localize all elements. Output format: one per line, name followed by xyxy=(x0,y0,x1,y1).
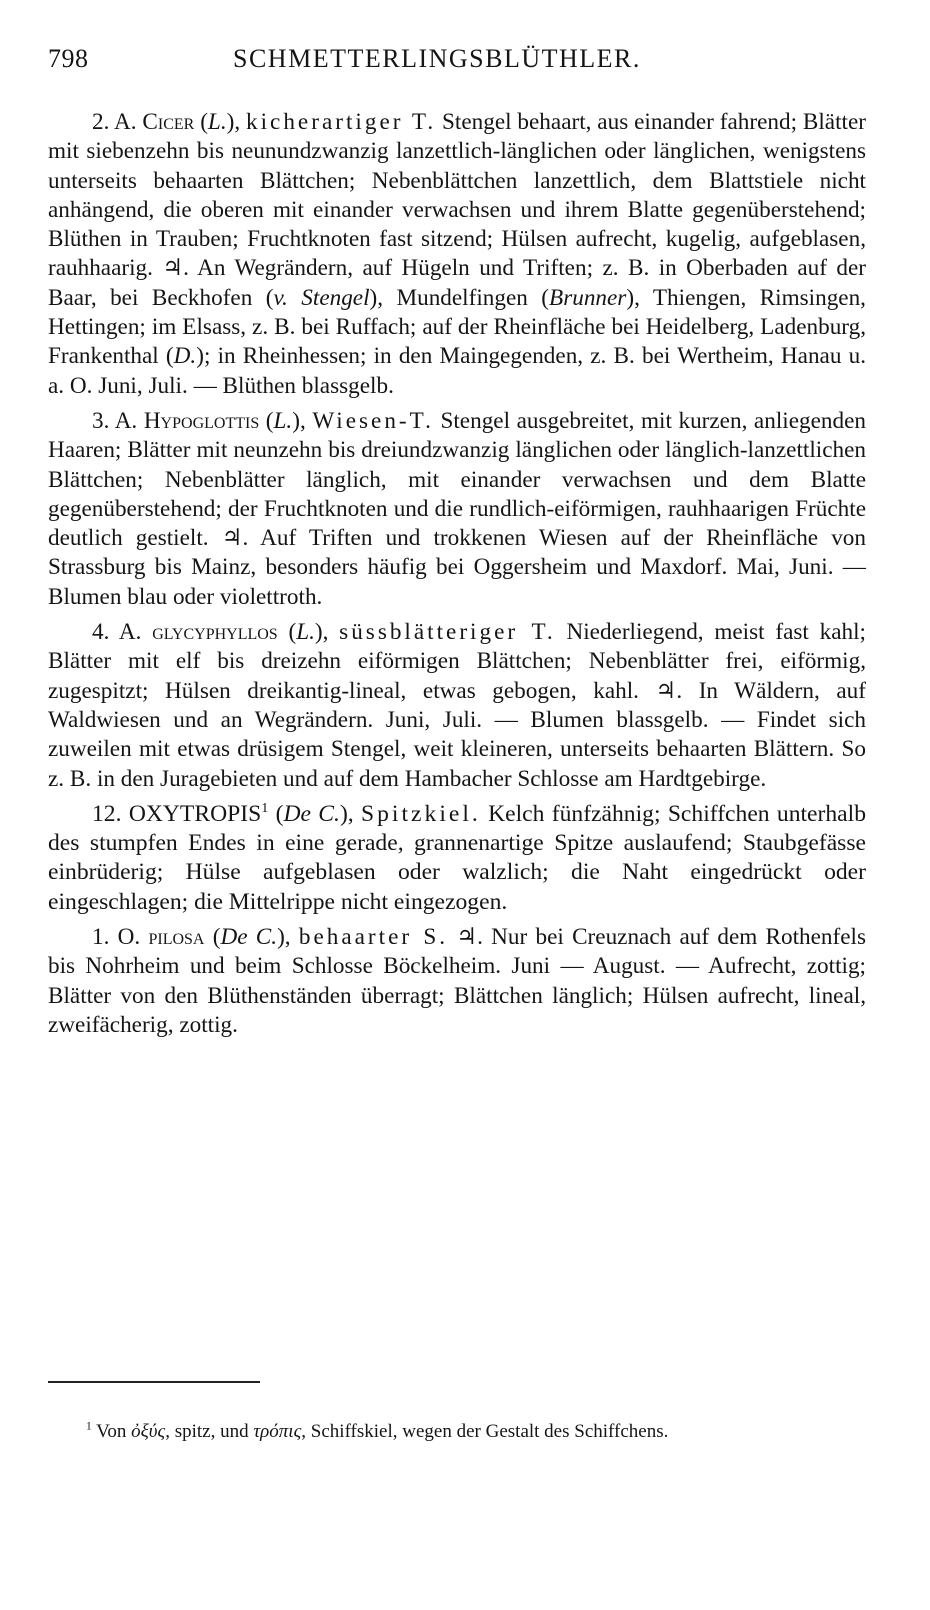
authority-close: ), xyxy=(314,619,340,646)
species-name: glycyphyllos xyxy=(152,619,278,646)
running-head xyxy=(48,44,878,84)
authority-open: ( xyxy=(204,924,221,951)
description-continued: ); in Rheinhessen; in den Maingegenden, z. B. bei Wertheim, Hanau u. a. O. Juni, Juli. — Blüthen blassgelb. xyxy=(48,343,866,399)
authority-open: ( xyxy=(194,109,208,135)
authority: L. xyxy=(273,407,293,434)
genus-abbreviation: O. xyxy=(117,924,141,951)
footnote-reference[interactable]: 1 xyxy=(261,799,269,816)
common-name: kicherartiger T. xyxy=(246,109,437,135)
species-entry-glycyphyllos xyxy=(48,618,866,794)
citation: Brunner xyxy=(549,284,627,311)
authority-close: ), xyxy=(226,109,247,135)
footnote-text: Von xyxy=(91,1421,132,1442)
authority-open: ( xyxy=(259,407,274,434)
footnote-rule xyxy=(48,1381,260,1383)
authority-close: ), xyxy=(277,924,299,951)
citation: D. xyxy=(173,343,197,370)
citation: v. Stengel xyxy=(273,284,370,311)
genus-name: OXYTROPIS xyxy=(128,800,262,827)
authority: L. xyxy=(296,619,315,646)
footnote-text: , spitz, und xyxy=(165,1421,254,1442)
common-name: Wiesen-T. xyxy=(312,407,434,434)
common-name: behaarter S. xyxy=(298,924,449,951)
description: Stengel ausgebreitet, mit kurzen, anliegenden Haaren; Blätter mit neunzehn bis dreiundzwanzig länglichen oder länglich-lanzettlichen Blättchen; Nebenblätter länglich, mit einander verwachsen und dem Blatte gegenüberstehend; der Fruchtknoten und die rundlich-eiförmigen, rauhhaarigen Früchte deutlich gestielt. ♃. Auf Triften und trokkenen Wiesen auf der Rheinfläche von Strassburg bis Mainz, besonders häufig bei Oggersheim und Maxdorf. Mai, Juni. — Blumen blau oder violettroth. xyxy=(48,407,866,610)
entry-number: 4. xyxy=(92,619,110,646)
description: Niederliegend, meist fast kahl; Blätter mit elf bis dreizehn eiförmigen Blättchen; Nebenblätter frei, eiförmig, zugespitzt; Hülsen dreikantig-lineal, etwas gebogen, kahl. ♃. In Wäldern, auf Waldwiesen und an Wegrändern. Juni, Juli. — Blumen blassgelb. — Findet sich zuweilen mit etwas drüsigem Stengel, weit kleineren, unterseits behaarten Blättern. So z. B. in den Juragebieten und auf dem Hambacher Schlosse am Hardtgebirge. xyxy=(48,619,866,792)
footnote-text: , Schiffskiel, wegen der Gestalt des Schiffchens. xyxy=(301,1421,669,1442)
description: Stengel behaart, aus einander fahrend; Blätter mit siebenzehn bis neunundzwanzig lanzettlich-länglichen oder länglichen, wenigstens unterseits behaarten Blättchen; Nebenblättchen lanzettlich, dem Blattstiele nicht anhängend, die oberen mit einander verwachsen und ihrem Blatte gegenüberstehend; Blüthen in Trauben; Fruchtknoten fast sitzend; Hülsen aufrecht, kugelig, aufgeblasen, rauhhaarig. ♃. An Wegrändern, auf Hügeln und Triften; z. B. in Oberbaden auf der Baar, bei Beckhofen ( xyxy=(48,109,866,311)
genus-abbreviation: A. xyxy=(118,619,142,646)
description-continued: ), Mundelfingen ( xyxy=(369,284,550,311)
authority: De C. xyxy=(220,924,278,951)
species-entry-hypoglottis xyxy=(48,407,866,612)
footnote-mark: 1 xyxy=(86,1420,92,1433)
authority-close: ), xyxy=(292,407,313,434)
authority: L. xyxy=(207,109,227,135)
authority-open: ( xyxy=(277,619,297,646)
description: ♃. Nur bei Creuznach auf dem Rothenfels bis Nohrheim und beim Schlosse Böckelheim. Juni — August. — Aufrecht, zottig; Blätter von den Blüthenständen überragt; Blättchen länglich; Hülsen aufrecht, lineal, zweifächerig, zottig. xyxy=(48,924,867,1038)
greek-word: τρόπις xyxy=(253,1421,302,1442)
page-number: 798 xyxy=(48,44,89,73)
species-name: Cicer xyxy=(142,109,195,135)
authority-open: ( xyxy=(268,800,284,827)
entry-number: 3. xyxy=(92,407,110,434)
greek-word: ὀξύς xyxy=(131,1421,166,1442)
common-name: süssblätteriger T. xyxy=(339,619,556,646)
species-entry-pilosa xyxy=(48,923,866,1040)
footnote xyxy=(48,1418,858,1445)
body-text xyxy=(48,108,866,1046)
species-entry-cicer xyxy=(48,108,866,401)
description: Kelch fünfzähnig; Schiffchen unterhalb des stumpfen Endes in eine gerade, grannenartige Spitze auslaufend; Staubgefässe einbrüderig; Hülse aufgeblasen oder walzlich; die Naht eingedrückt oder eingeschlagen; die Mittelrippe nicht eingezogen. xyxy=(48,800,866,915)
species-name: Hypoglottis xyxy=(143,407,260,434)
authority-close: ), xyxy=(339,800,362,827)
species-name: pilosa xyxy=(148,924,205,951)
entry-number: 1. xyxy=(92,924,110,951)
common-name: Spitzkiel. xyxy=(361,800,481,827)
authority: De C. xyxy=(283,800,340,827)
entry-number: 2. xyxy=(92,109,110,135)
description-continued: ), Thiengen, Rimsingen, Hettingen; im Elsass, z. B. bei Ruffach; auf der Rheinfläche bei Heidelberg, Ladenburg, Frankenthal ( xyxy=(48,284,866,370)
genus-abbreviation: A. xyxy=(114,407,138,434)
genus-entry-oxytropis xyxy=(48,800,866,917)
genus-abbreviation: A. xyxy=(113,109,137,135)
genus-number: 12. xyxy=(92,800,122,827)
running-title: SCHMETTERLINGSBLÜTHLER. xyxy=(233,44,641,73)
